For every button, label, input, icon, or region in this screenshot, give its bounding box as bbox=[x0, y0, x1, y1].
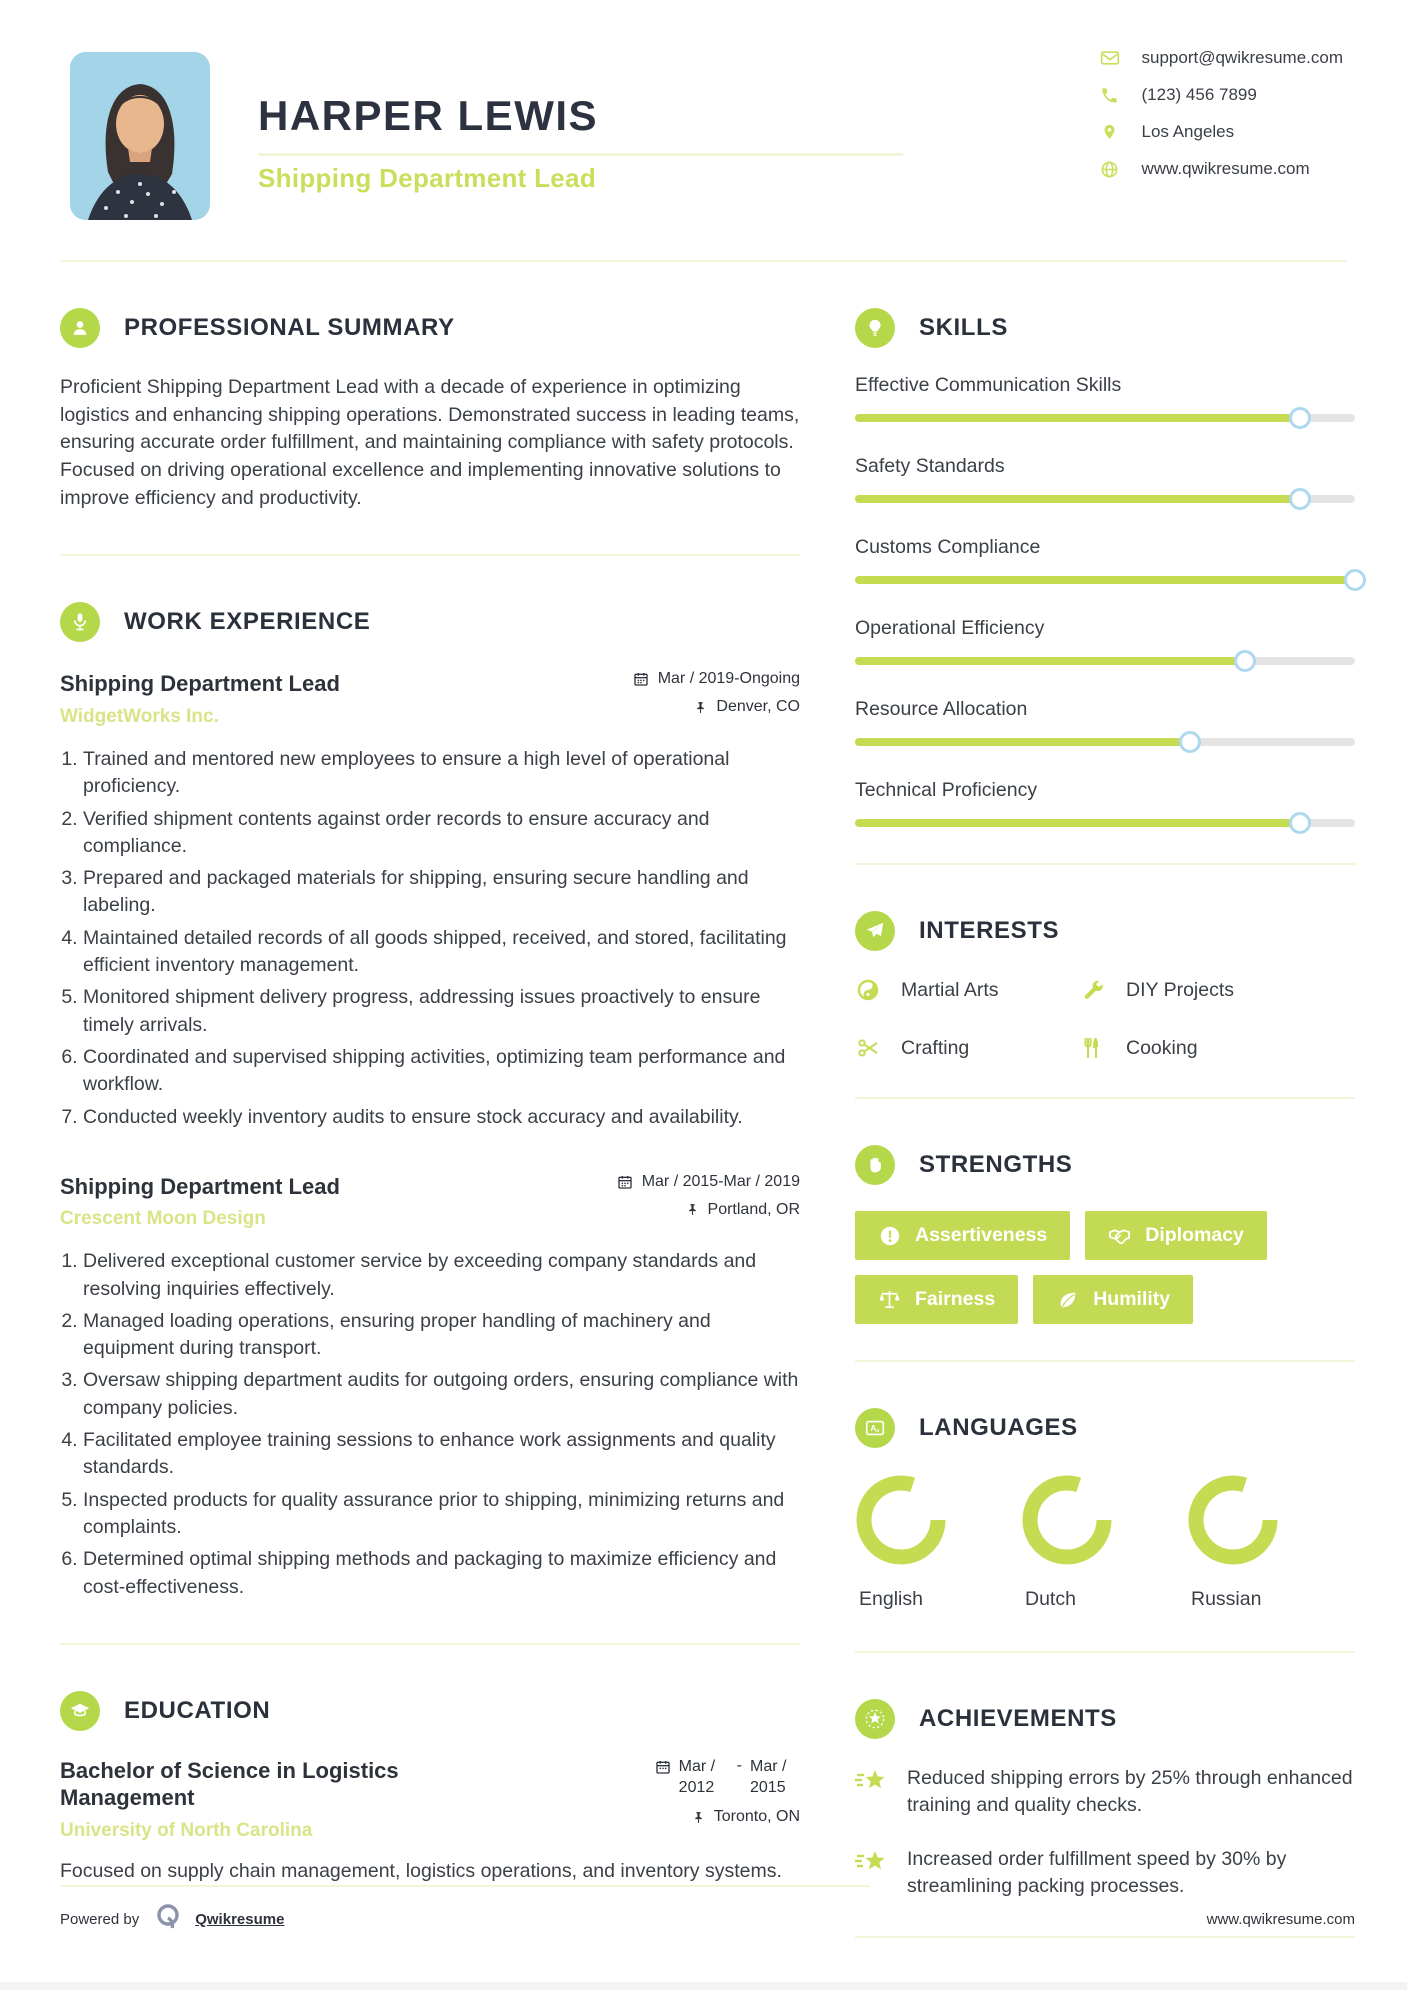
footer-divider bbox=[60, 1885, 870, 1887]
exclamation-icon bbox=[878, 1224, 901, 1247]
job-company: WidgetWorks Inc. bbox=[60, 705, 219, 727]
strength-label: Assertiveness bbox=[915, 1224, 1048, 1246]
right-divider-3 bbox=[855, 1360, 1355, 1362]
job-bullet: 4. Facilitated employee training sessions to enhance work assignments and quality standards. bbox=[83, 1427, 800, 1482]
job-bullet: 3. Prepared and packaged materials for shipping, ensuring secure handling and labeling. bbox=[83, 865, 800, 920]
scales-icon bbox=[878, 1288, 901, 1311]
skill-slider-knob bbox=[1179, 731, 1201, 753]
strength-badge bbox=[855, 1211, 1070, 1260]
location-icon bbox=[1100, 122, 1120, 142]
email-icon bbox=[1100, 48, 1120, 68]
summary-heading: PROFESSIONAL SUMMARY bbox=[124, 314, 455, 341]
wrench-icon bbox=[1080, 977, 1106, 1003]
education-date-end: Mar / 2015 bbox=[750, 1757, 787, 1796]
skill-slider-fill bbox=[855, 495, 1300, 503]
education-header bbox=[60, 1757, 800, 1842]
lightbulb-icon bbox=[855, 308, 895, 348]
job-location bbox=[633, 698, 800, 716]
profile-photo bbox=[70, 52, 210, 220]
skill-slider-fill bbox=[855, 738, 1190, 746]
contact-phone-text: (123) 456 7899 bbox=[1141, 85, 1257, 104]
contact-phone bbox=[1100, 85, 1344, 105]
calendar-icon bbox=[617, 1174, 633, 1190]
person-job-title: Shipping Department Lead bbox=[258, 163, 597, 193]
languages-section-header bbox=[855, 1408, 1355, 1448]
skill-slider-knob bbox=[1234, 650, 1256, 672]
interest-label: Cooking bbox=[1126, 1036, 1198, 1059]
languages-list bbox=[855, 1474, 1355, 1611]
education-entry bbox=[60, 1757, 800, 1886]
paper-plane-icon bbox=[855, 911, 895, 951]
identity-block bbox=[258, 52, 903, 220]
skill-slider-fill bbox=[855, 576, 1355, 584]
skill-row bbox=[855, 698, 1355, 746]
right-divider-2 bbox=[855, 1097, 1355, 1099]
contact-location bbox=[1100, 122, 1344, 142]
skill-slider-fill bbox=[855, 819, 1300, 827]
job-title: Shipping Department Lead bbox=[60, 671, 340, 697]
language-item bbox=[1021, 1474, 1187, 1611]
skill-row bbox=[855, 374, 1355, 422]
job-dates-text: Mar / 2015-Mar / 2019 bbox=[641, 1172, 800, 1190]
interests-section-header bbox=[855, 911, 1355, 951]
interest-item bbox=[855, 977, 1080, 1003]
language-item bbox=[1187, 1474, 1353, 1611]
strength-badge bbox=[1033, 1275, 1193, 1324]
job-bullet: 7. Conducted weekly inventory audits to ensure stock accuracy and availability. bbox=[83, 1104, 800, 1131]
strength-label: Humility bbox=[1093, 1288, 1171, 1310]
job-location bbox=[617, 1201, 800, 1219]
leaf-icon bbox=[1056, 1288, 1079, 1311]
shooting-star-icon bbox=[855, 1848, 889, 1878]
left-divider-1 bbox=[60, 554, 800, 556]
person-icon bbox=[60, 308, 100, 348]
skill-label: Safety Standards bbox=[855, 455, 1005, 477]
job-dates-text: Mar / 2019-Ongoing bbox=[657, 670, 800, 688]
footer-url[interactable]: www.qwikresume.com bbox=[1206, 1911, 1355, 1928]
fist-icon bbox=[855, 1145, 895, 1185]
education-date-start: Mar / 2012 bbox=[678, 1757, 716, 1796]
job-dates bbox=[617, 1173, 800, 1191]
skills-heading: SKILLS bbox=[919, 314, 1008, 341]
person-name: HARPER LEWIS bbox=[258, 92, 599, 139]
job-title: Shipping Department Lead bbox=[60, 1173, 340, 1199]
interest-item bbox=[855, 1035, 1080, 1061]
name-underline bbox=[258, 153, 903, 156]
language-item bbox=[855, 1474, 1021, 1611]
skill-slider-knob bbox=[1289, 488, 1311, 510]
shooting-star-icon bbox=[855, 1767, 889, 1797]
calendar-icon bbox=[633, 671, 649, 687]
job-bullet-list bbox=[60, 1248, 800, 1601]
pushpin-icon bbox=[694, 700, 707, 715]
job-dates bbox=[633, 670, 800, 688]
interest-label: DIY Projects bbox=[1126, 978, 1235, 1001]
interests-heading: INTERESTS bbox=[919, 917, 1060, 944]
education-location bbox=[655, 1808, 800, 1826]
profile-photo-illustration bbox=[70, 52, 210, 220]
education-section-header bbox=[60, 1691, 800, 1731]
interest-label: Crafting bbox=[901, 1036, 970, 1059]
job-location-text: Denver, CO bbox=[716, 698, 800, 716]
qwikresume-logo-icon bbox=[155, 1902, 183, 1937]
contact-block bbox=[1100, 48, 1344, 179]
contact-email-text: support@qwikresume.com bbox=[1141, 48, 1343, 67]
skill-label: Technical Proficiency bbox=[855, 779, 1038, 801]
interests-grid bbox=[855, 977, 1355, 1061]
phone-icon bbox=[1100, 85, 1120, 105]
microphone-icon bbox=[60, 602, 100, 642]
contact-website bbox=[1100, 159, 1344, 179]
job-title-company bbox=[60, 670, 340, 728]
job-bullet: 3. Oversaw shipping department audits for outgoing orders, ensuring compliance with company policies. bbox=[83, 1367, 800, 1422]
left-column bbox=[60, 262, 800, 1938]
pushpin-icon bbox=[686, 1202, 699, 1217]
content-columns bbox=[0, 262, 1407, 1938]
skill-slider-fill bbox=[855, 414, 1300, 422]
job-header bbox=[60, 670, 800, 728]
strengths-section-header bbox=[855, 1145, 1355, 1185]
interest-item bbox=[1080, 977, 1355, 1003]
education-dates bbox=[655, 1757, 800, 1799]
skill-label: Operational Efficiency bbox=[855, 617, 1045, 639]
job-bullet: 6. Determined optimal shipping methods and packaging to maximize efficiency and cost-effectiveness. bbox=[83, 1546, 800, 1601]
skill-label: Effective Communication Skills bbox=[855, 374, 1122, 396]
contact-email bbox=[1100, 48, 1344, 68]
skill-slider bbox=[855, 495, 1355, 503]
summary-section-header bbox=[60, 308, 800, 348]
skill-slider bbox=[855, 414, 1355, 422]
education-date-separator: - bbox=[736, 1756, 742, 1774]
achievement-item bbox=[855, 1846, 1355, 1901]
achievement-text: Reduced shipping errors by 25% through enhanced training and quality checks. bbox=[907, 1767, 1353, 1817]
job-bullet: 1. Trained and mentored new employees to ensure a high level of operational proficiency. bbox=[83, 746, 800, 801]
experience-heading: WORK EXPERIENCE bbox=[124, 608, 371, 636]
skill-label: Customs Compliance bbox=[855, 536, 1041, 558]
experience-section-header bbox=[60, 602, 800, 642]
job-bullet: 2. Verified shipment contents against order records to ensure accuracy and compliance. bbox=[83, 806, 800, 861]
job-meta bbox=[633, 670, 800, 726]
education-title-school bbox=[60, 1757, 500, 1842]
right-divider-1 bbox=[855, 863, 1355, 865]
pushpin-icon bbox=[692, 1810, 705, 1825]
education-degree: Bachelor of Science in Logistics Management bbox=[60, 1757, 399, 1811]
right-column bbox=[855, 262, 1355, 1938]
medal-star-icon bbox=[855, 1699, 895, 1739]
globe-icon bbox=[1100, 159, 1120, 179]
contact-location-text: Los Angeles bbox=[1141, 122, 1235, 141]
achievements-section-header bbox=[855, 1699, 1355, 1739]
education-description: Focused on supply chain management, logistics operations, and inventory systems. bbox=[60, 1859, 782, 1882]
strengths-heading: STRENGTHS bbox=[919, 1151, 1073, 1178]
cutlery-icon bbox=[1080, 1035, 1106, 1061]
achievement-item bbox=[855, 1765, 1355, 1820]
job-bullet: 2. Managed loading operations, ensuring proper handling of machinery and equipment during transport. bbox=[83, 1308, 800, 1363]
education-heading: EDUCATION bbox=[124, 1696, 271, 1724]
languages-heading: LANGUAGES bbox=[919, 1414, 1078, 1441]
education-location-text: Toronto, ON bbox=[713, 1808, 800, 1826]
skill-slider bbox=[855, 657, 1355, 665]
strength-label: Fairness bbox=[915, 1288, 996, 1310]
left-divider-2 bbox=[60, 1643, 800, 1645]
interest-label: Martial Arts bbox=[901, 978, 999, 1001]
job-meta bbox=[617, 1173, 800, 1229]
language-label: Dutch bbox=[1025, 1588, 1076, 1610]
education-school: University of North Carolina bbox=[60, 1819, 313, 1841]
scissors-icon bbox=[855, 1035, 881, 1061]
job-entry bbox=[60, 1173, 800, 1601]
language-label: English bbox=[859, 1588, 923, 1610]
svg-text:a: a bbox=[875, 1427, 880, 1435]
job-bullet: 6. Coordinated and supervised shipping activities, optimizing team performance and workflow. bbox=[83, 1044, 800, 1099]
skill-slider bbox=[855, 576, 1355, 584]
achievements-heading: ACHIEVEMENTS bbox=[919, 1705, 1117, 1732]
job-company: Crescent Moon Design bbox=[60, 1208, 266, 1230]
job-bullet: 5. Monitored shipment delivery progress, addressing issues proactively to ensure timely arrivals. bbox=[83, 984, 800, 1039]
skill-row bbox=[855, 536, 1355, 584]
language-progress-ring bbox=[855, 1474, 947, 1566]
job-location-text: Portland, OR bbox=[707, 1200, 800, 1218]
qwikresume-link[interactable]: Qwikresume bbox=[195, 1911, 285, 1928]
strength-label: Diplomacy bbox=[1145, 1224, 1244, 1246]
graduation-cap-icon bbox=[60, 1691, 100, 1731]
skill-slider bbox=[855, 819, 1355, 827]
page-bottom-strip bbox=[0, 1982, 1407, 1990]
calendar-icon bbox=[655, 1759, 671, 1775]
skill-row bbox=[855, 617, 1355, 665]
powered-by-label: Powered by bbox=[60, 1911, 140, 1928]
job-bullet: 1. Delivered exceptional customer service by exceeding company standards and resolving inquiries effectively. bbox=[83, 1248, 800, 1303]
skill-slider-fill bbox=[855, 657, 1245, 665]
skill-label: Resource Allocation bbox=[855, 698, 1028, 720]
education-meta bbox=[655, 1757, 800, 1837]
skill-row bbox=[855, 779, 1355, 827]
skills-section-header bbox=[855, 308, 1355, 348]
job-bullet-list bbox=[60, 746, 800, 1131]
strength-badges bbox=[855, 1211, 1355, 1324]
interest-item bbox=[1080, 1035, 1355, 1061]
job-entry bbox=[60, 670, 800, 1130]
skill-slider-knob bbox=[1344, 569, 1366, 591]
footer bbox=[60, 1902, 1355, 1937]
handshake-icon bbox=[1108, 1224, 1131, 1247]
contact-website-text: www.qwikresume.com bbox=[1141, 159, 1310, 178]
skill-slider-knob bbox=[1289, 407, 1311, 429]
strength-badge bbox=[1085, 1211, 1267, 1260]
skill-slider bbox=[855, 738, 1355, 746]
job-bullet: 5. Inspected products for quality assurance prior to shipping, minimizing returns and complaints. bbox=[83, 1487, 800, 1542]
job-header bbox=[60, 1173, 800, 1231]
skill-row bbox=[855, 455, 1355, 503]
language-label: Russian bbox=[1191, 1588, 1262, 1610]
strength-badge bbox=[855, 1275, 1018, 1324]
header bbox=[0, 0, 1407, 220]
achievement-text: Increased order fulfillment speed by 30% by streamlining packing processes. bbox=[907, 1847, 1287, 1897]
language-progress-ring bbox=[1187, 1474, 1279, 1566]
martial-arts-icon bbox=[855, 977, 881, 1003]
language-card-icon bbox=[855, 1408, 895, 1448]
svg-text:A: A bbox=[870, 1424, 877, 1434]
job-bullet: 4. Maintained detailed records of all goods shipped, received, and stored, facilitating efficient inventory management. bbox=[83, 925, 800, 980]
right-divider-4 bbox=[855, 1651, 1355, 1653]
summary-text: Proficient Shipping Department Lead with a decade of experience in optimizing logistics and enhancing shipping operations. Demonstrated success in leading teams, ensuring accurate order fulfillment, and maintaining compliance with safety protocols. Focused on driving operational excellence and implementing innovative solutions to improve efficiency and productivity. bbox=[60, 376, 800, 509]
job-title-company bbox=[60, 1173, 340, 1231]
language-progress-ring bbox=[1021, 1474, 1113, 1566]
skill-slider-knob bbox=[1289, 812, 1311, 834]
